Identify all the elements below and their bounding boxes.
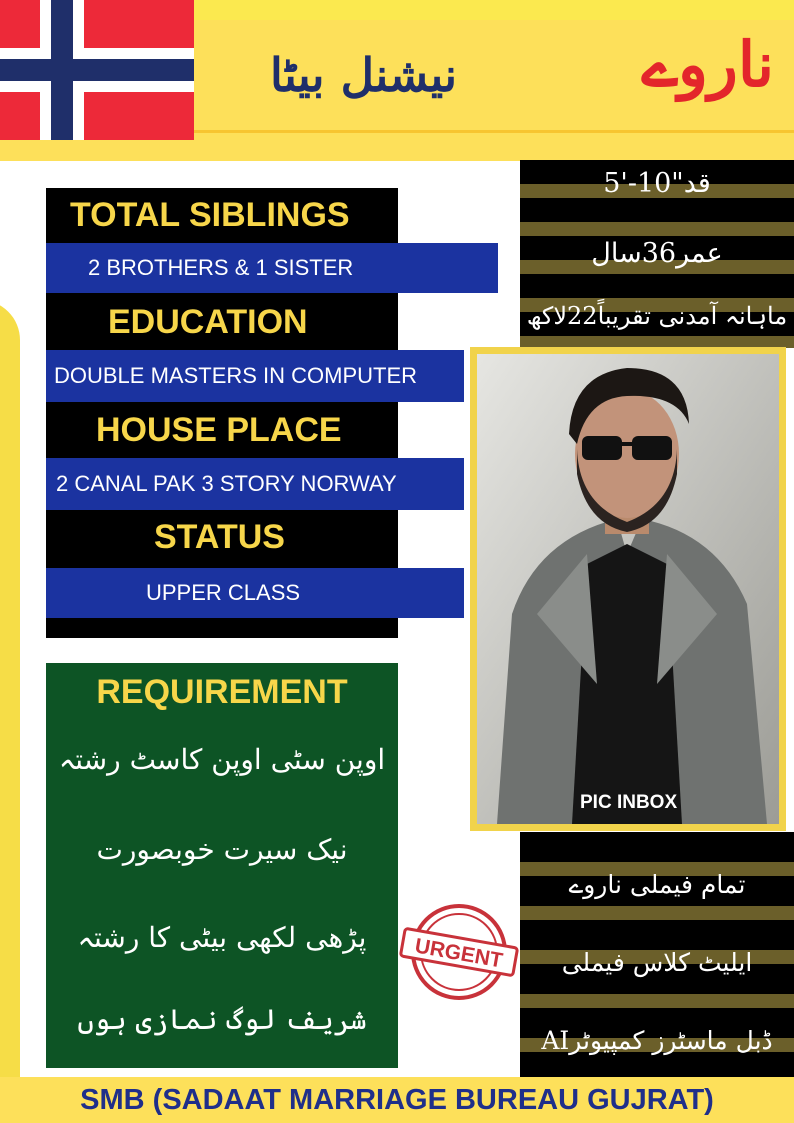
footer-bureau-name: SMB (SADAAT MARRIAGE BUREAU GUJRAT) (80, 1084, 714, 1116)
norway-flag-icon (0, 0, 194, 140)
status-value: UPPER CLASS (46, 568, 464, 618)
title-norway: ناروے (641, 28, 774, 101)
photo-caption: PIC INBOX (580, 792, 678, 813)
requirement-line: اوپن سٹی اوپن کاسٹ رشتہ (58, 743, 386, 776)
requirement-line: شریف لوگ نمازی ہوں (77, 1003, 367, 1036)
profile-age: عمر36سال (591, 238, 723, 269)
requirement-panel (46, 663, 398, 1068)
family-line-3: ڈبل ماسٹرز کمپیوٹرAI (541, 1026, 773, 1055)
education-value: DOUBLE MASTERS IN COMPUTER (46, 350, 464, 402)
siblings-value: 2 BROTHERS & 1 SISTER (46, 243, 498, 293)
left-decor-arc (0, 300, 20, 1120)
requirement-heading: REQUIREMENT (96, 673, 348, 711)
info-panel (46, 188, 418, 638)
status-heading: STATUS (154, 518, 285, 556)
urgent-stamp (398, 902, 520, 1002)
requirement-line: پڑھی لکھی بیٹی کا رشتہ (77, 921, 367, 954)
urgent-label: URGENT (413, 934, 505, 973)
house-heading: HOUSE PLACE (96, 411, 342, 449)
title-national-son: نیشنل بیٹا (270, 48, 458, 102)
siblings-heading: TOTAL SIBLINGS (70, 196, 350, 234)
house-value: 2 CANAL PAK 3 STORY NORWAY (46, 458, 464, 510)
profile-photo (477, 354, 779, 824)
family-line-1: تمام فیملی ناروے (568, 870, 746, 899)
profile-income: ماہانہ آمدنی تقریباً22لاکھ (526, 302, 788, 330)
family-line-2: ایلیٹ کلاس فیملی (561, 948, 753, 977)
profile-height: قد"10-'5 (603, 168, 711, 199)
requirement-line: نیک سیرت خوبصورت (96, 833, 348, 866)
education-heading: EDUCATION (108, 303, 308, 341)
